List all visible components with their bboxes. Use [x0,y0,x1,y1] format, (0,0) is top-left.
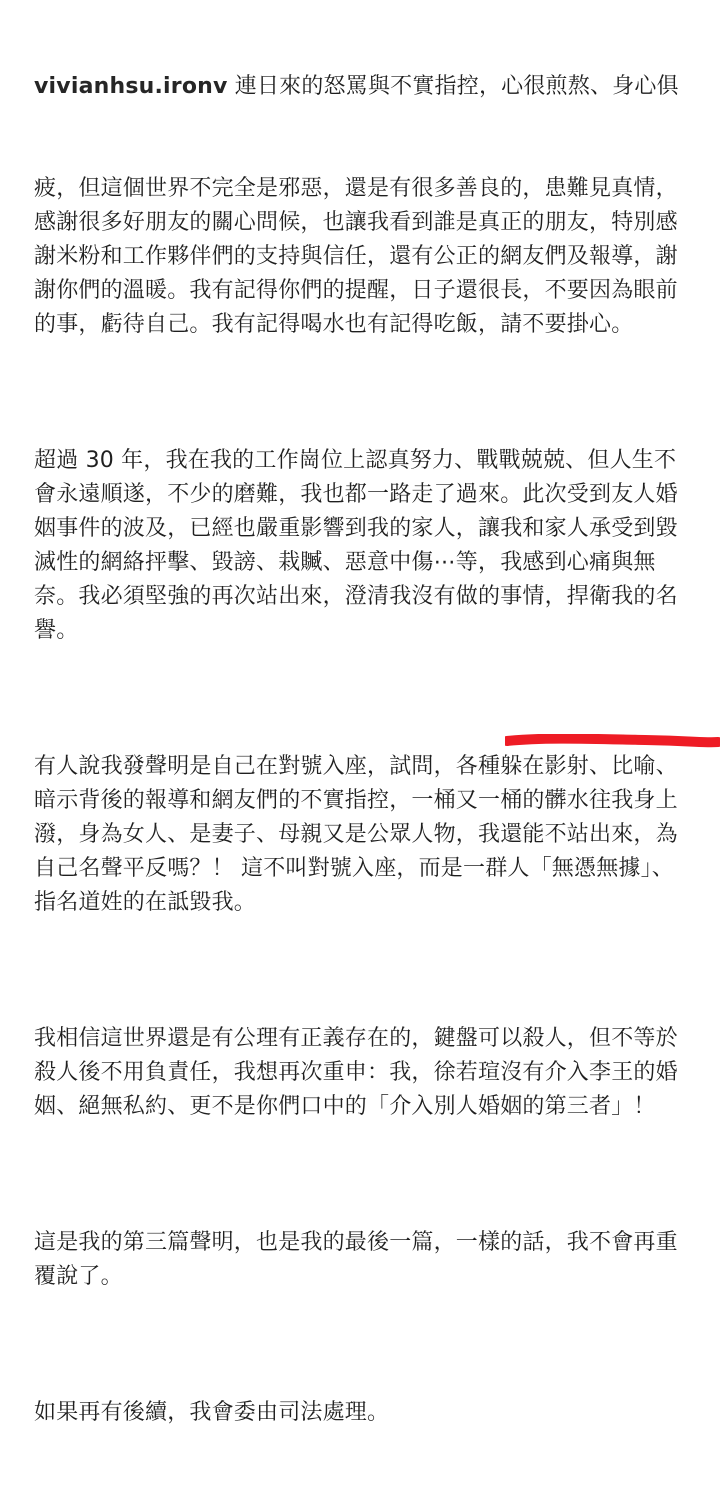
caption-first-line-text: 連日來的怒罵與不實指控，心很煎熬、身心俱 [227,74,679,99]
caption-paragraph-1: 疲，但這個世界不完全是邪惡，還是有很多善良的，患難見真情， 感謝很多好朋友的關心問候，也讓我看到誰是真正的朋友，特別感 謝米粉和工作夥伴們的支持與信任，還有公正的網友們及報導，謝 謝你們的溫暖。我有記得你們的提醒，日子還很長，不要因為眼前 的事，虧待自己。我有記得喝水也有記得吃飯，請不要掛心。 [34,176,678,337]
red-annotation-stroke [505,734,720,750]
username-link[interactable]: vivianhsu.ironv [34,74,228,99]
caption-paragraph-6: 如果再有後續，我會委由司法處理。 [34,1400,390,1425]
caption-paragraph-3: 有人說我發聲明是自己在對號入座，試問，各種躲在影射、比喻、 暗示背後的報導和網友們的不實指控，一桶又一桶的髒水往我身上 潑，身為女人、是妻子、母親又是公眾人物，我還能不站出來，為 自己名聲平反嗎？！ 這不叫對號入座，而是一群人「無憑無據」、 指名道姓的在詆毀我。 [34,754,678,915]
caption-paragraph-5: 這是我的第三篇聲明，也是我的最後一篇，一樣的話，我不會再重 覆說了。 [34,1230,678,1289]
caption-paragraph-2: 超過 30 年，我在我的工作崗位上認真努力、戰戰兢兢、但人生不 會永遠順遂，不少的磨難，我也都一路走了過來。此次受到友人婚 姻事件的波及，已經也嚴重影響到我的家人，讓我和家人承受到毀 滅性的網絡抨擊、毀謗、栽贓、惡意中傷⋯等，我感到心痛與無 奈。我必須堅強的再次站出來，澄清我沒有做的事情，捍衛我的名 譽。 [34,448,678,643]
caption-first-line [34,70,704,104]
caption-paragraph-4: 我相信這世界還是有公理有正義存在的，鍵盤可以殺人，但不等於 殺人後不用負責任，我想再次重申：我，徐若瑄沒有介入李王的婚 姻、絕無私約、更不是你們口中的「介入別人婚姻的第三者」！ [34,1026,678,1119]
post-caption [34,2,704,1498]
